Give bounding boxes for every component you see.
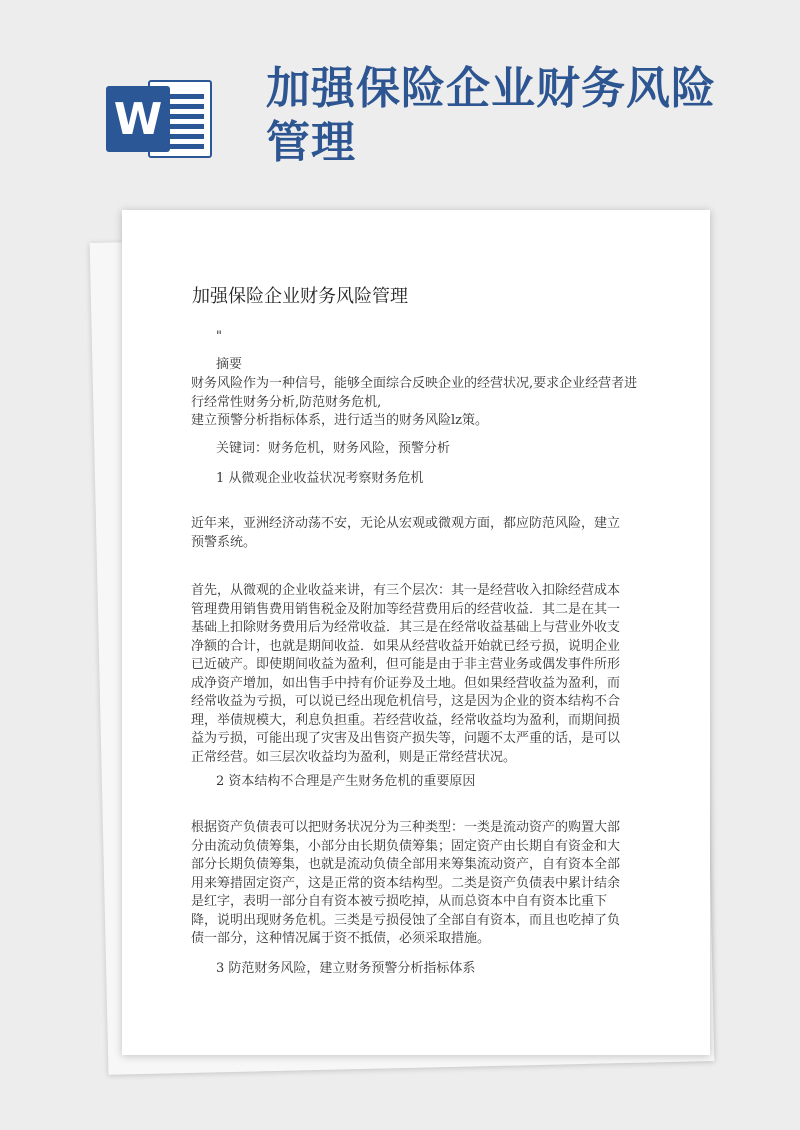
section-2-heading: 2 资本结构不合理是产生财务危机的重要原因: [216, 774, 476, 789]
banner-title: 加强保险企业财务风险管理: [266, 63, 716, 168]
paragraph-1: 近年来，亚洲经济动荡不安，无论从宏观或微观方面，都应防范风险，建立预警系统。: [191, 516, 621, 550]
abstract-line: 建立预警分析指标体系，进行适当的财务风险lz策。: [191, 413, 489, 428]
section-1-heading: 1 从微观企业收益状况考察财务危机: [216, 471, 424, 486]
keywords: 关键词：财务危机，财务风险，预警分析: [216, 441, 451, 456]
paragraph-3: 根据资产负债表可以把财务状况分为三种类型：一类是流动资产的购置大部分由流动负债筹集，小部分由长期负债筹集；固定资产由长期自有资金和大部分长期负债筹集，也就是流动负债全部用来筹集流动资产，自有资本全部用来筹措固定资产，这是正常的资本结构型。二类是资产负债表中累计结余是红字，表明一部分自有资本被亏损吃掉，从而总资本中自有资本比重下降，说明出现财务危机。三类是亏损侵蚀了全部自有资本，而且也吃掉了负债一部分，这种情况属于资不抵债，必须采取措施。: [191, 820, 621, 946]
word-letter-badge: W: [106, 86, 170, 152]
quote-mark: ": [216, 329, 222, 344]
abstract-label: 摘要: [216, 357, 243, 372]
section-3-heading: 3 防范财务风险，建立财务预警分析指标体系: [216, 961, 476, 976]
paragraph-2: 首先，从微观的企业收益来讲，有三个层次：其一是经营收入扣除经营成本管理费用销售费用销售税金及附加等经营费用后的经营收益．其二是在其一基础上扣除财务费用后为经常收益．其三是在经常收益基础上与营业外收支净额的合计，也就是期间收益．如果从经营收益开始就已经亏损，说明企业已近破产。即使期间收益为盈利，但可能是由于非主营业务或偶发事件所形成净资产增加，如出售手中持有价证券及土地。但如果经营收益为盈利，而经常收益为亏损，可以说已经出现危机信号，这是因为企业的资本结构不合理，举债规模大，利息负担重。若经营收益，经常收益均为盈利，而期间损益为亏损，可能出现了灾害及出售资产损失等，问题不太严重的话，是可以正常经营。如三层次收益均为盈利，则是正常经营状况。: [191, 583, 621, 765]
document-title: 加强保险企业财务风险管理: [192, 286, 408, 307]
abstract-line: 财务风险作为一种信号，能够全面综合反映企业的经营状况,要求企业经营者进: [191, 376, 638, 391]
word-document-icon: [106, 76, 212, 162]
abstract-line: 行经常性财务分析,防范财务危机,: [191, 394, 382, 410]
abstract-text: [191, 375, 638, 431]
